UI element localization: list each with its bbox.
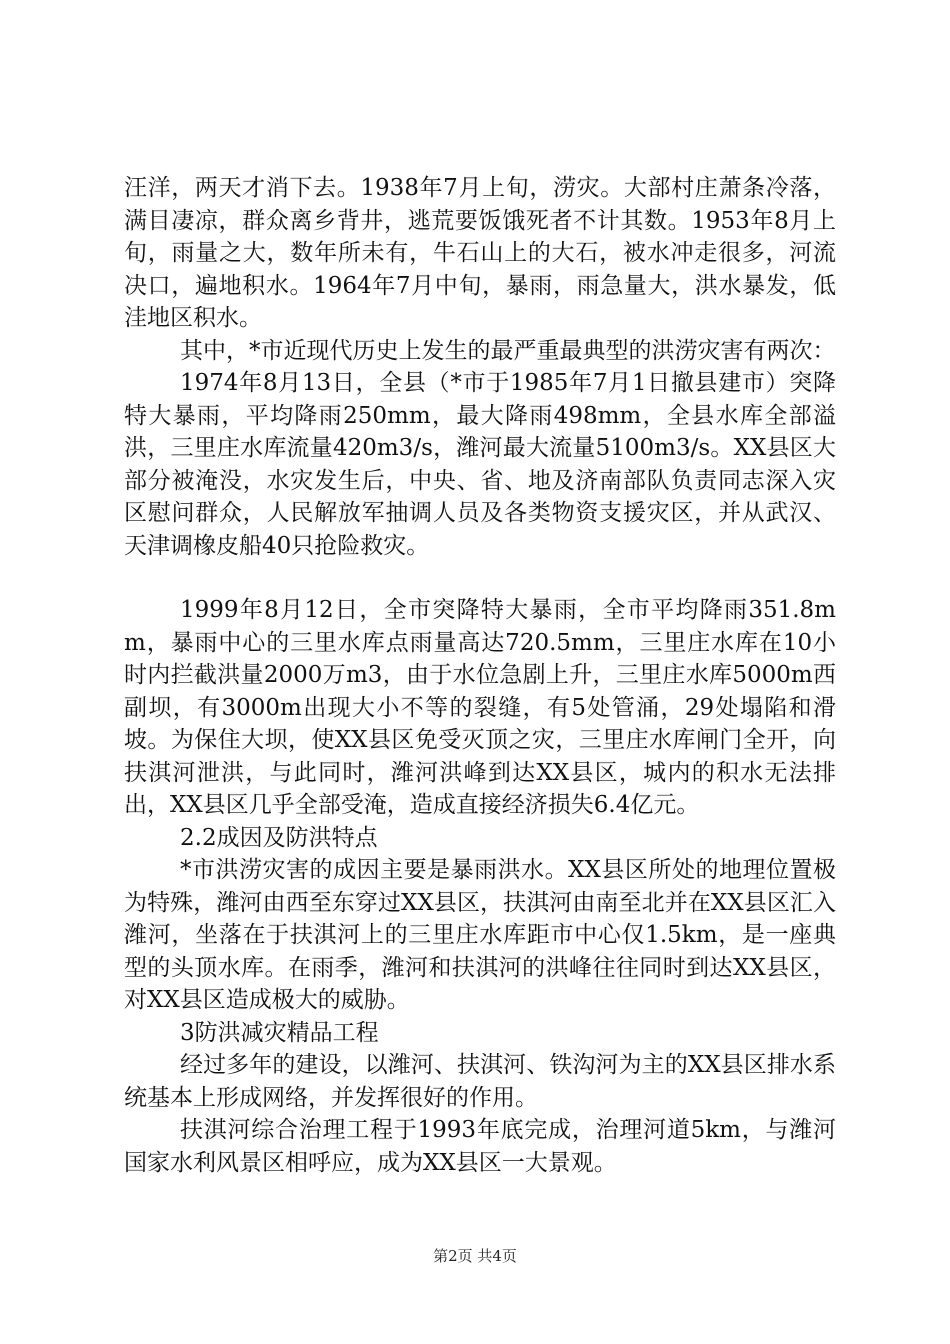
section-heading-projects: 3防洪减灾精品工程 [180, 1019, 379, 1046]
paragraph-intro-two-floods: 其中，*市近现代历史上发生的最严重最典型的洪涝灾害有两次： [180, 337, 836, 364]
paragraph-flood-1999: 1999年8月12日，全市突降特大暴雨，全市平均降雨351.8mm，暴雨中心的三里水库点雨量高达720.5mm，三里庄水库在10小时内拦截洪量2000万m3，由于水位急剧上升，三里庄水库5000m西副坝，有3000m出现大小不等的裂缝，有5处管涌，29处塌陷和滑坡。为保住大坝，使XX县区免受灭顶之灾，三里庄水库闸门全开，向扶淇河泄洪，与此同时，潍河洪峰到达XX县区，城内的积水无法排出，XX县区几乎全部受淹，造成直接经济损失6.4亿元。 [124, 597, 836, 818]
paragraph-flood-1974: 1974年8月13日，全县（*市于1985年7月1日撤县建市）突降特大暴雨，平均降雨250mm，最大降雨498mm，全县水库全部溢洪，三里庄水库流量420m3/s，潍河最大流量5100m3/s。XX县区大部分被淹没，水灾发生后，中央、省、地及济南部队负责同志深入灾区慰问群众，人民解放军抽调人员及各类物资支援灾区，并从武汉、天津调橡皮船40只抢险救灾。 [124, 370, 836, 559]
section-heading-causes: 2.2成因及防洪特点 [180, 824, 378, 851]
paragraph-causes: *市洪涝灾害的成因主要是暴雨洪水。XX县区所处的地理位置极为特殊，潍河由西至东穿过XX县区，扶淇河由南至北并在XX县区汇入潍河，坐落在于扶淇河上的三里庄水库距市中心仅1.5km，是一座典型的头顶水库。在雨季，潍河和扶淇河的洪峰往往同时到达XX县区，对XX县区造成极大的威胁。 [124, 857, 836, 1013]
paragraph-fuqi-river-project: 扶淇河综合治理工程于1993年底完成，治理河道5km，与潍河国家水利风景区相呼应，成为XX县区一大景观。 [124, 1117, 836, 1176]
paragraph-drainage-network: 经过多年的建设，以潍河、扶淇河、铁沟河为主的XX县区排水系统基本上形成网络，并发挥很好的作用。 [124, 1052, 836, 1111]
page-number-footer: 第2页 共4页 [433, 1247, 517, 1265]
paragraph-flood-history: 汪洋，两天才消下去。1938年7月上旬，涝灾。大部村庄萧条冷落，满目凄凉，群众离乡背井，逃荒要饭饿死者不计其数。1953年8月上旬，雨量之大，数年所未有，牛石山上的大石，被水冲走很多，河流决口，遍地积水。1964年7月中旬，暴雨，雨急量大，洪水暴发，低洼地区积水。 [124, 175, 836, 331]
document-body [124, 172, 836, 1179]
